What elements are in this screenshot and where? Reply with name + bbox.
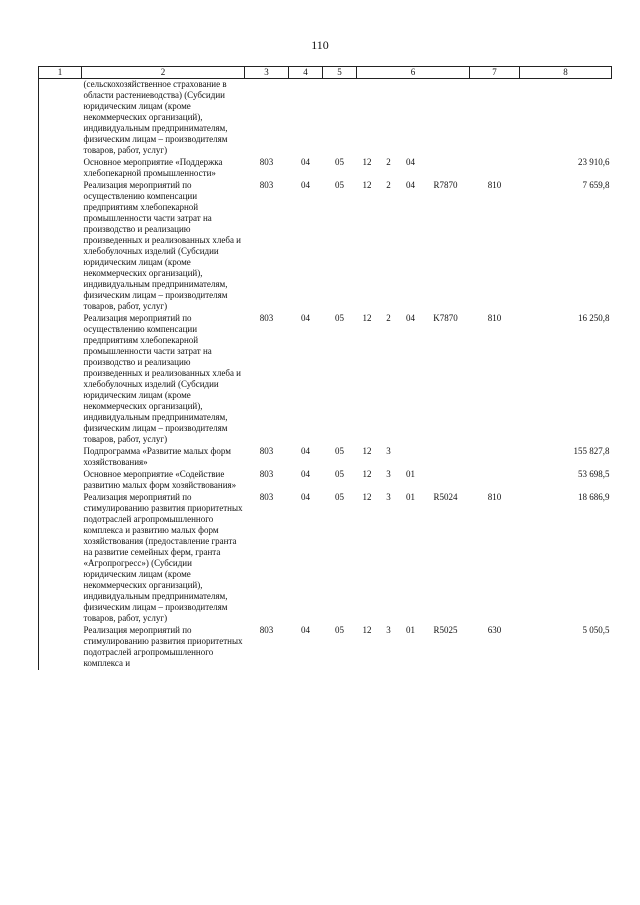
grbs-code-cell: 803 xyxy=(259,469,274,479)
section-cell: 04 xyxy=(301,469,310,479)
header-col-7: 7 xyxy=(470,67,520,79)
table-row xyxy=(39,313,612,446)
header-row xyxy=(39,67,612,79)
grbs-code-cell: 803 xyxy=(259,446,274,456)
program-code-cell: 12 xyxy=(362,625,372,635)
subprogram-code-cell xyxy=(378,79,400,158)
item-name-cell: Реализация мероприятий по осуществлению компенсации предприятиям хлебопекарной промышленности части затрат на производство и реализацию произведенных и реализованных хлеба и хлебобулочных изделий (Субсидии юридическим лицам (кроме некоммерческих организаций), индивидуальным предпринимателям, физическим лицам – производителям товаров, работ, услуг) xyxy=(83,180,241,311)
table-row xyxy=(39,446,612,469)
amount-cell: 16 250,8 xyxy=(578,313,610,323)
amount-cell: 5 050,5 xyxy=(582,625,610,635)
expense-type-cell xyxy=(470,157,520,180)
program-code-cell: 12 xyxy=(362,469,372,479)
section-cell xyxy=(289,79,323,158)
amount-cell xyxy=(520,79,612,158)
program-code-cell xyxy=(357,79,378,158)
subprogram-code-cell: 3 xyxy=(386,469,391,479)
row-number-cell xyxy=(39,492,82,625)
table-row xyxy=(39,625,612,670)
header-col-5: 5 xyxy=(323,67,357,79)
budget-table xyxy=(38,66,612,670)
subprogram-code-cell: 2 xyxy=(386,157,391,167)
amount-cell: 23 910,6 xyxy=(578,157,610,167)
item-name-cell: Реализация мероприятий по стимулированию развития приоритетных подотраслей агропромышленного комплекса и xyxy=(83,625,243,668)
amount-cell: 53 698,5 xyxy=(578,469,610,479)
subsection-cell xyxy=(323,79,357,158)
grbs-code-cell: 803 xyxy=(259,157,274,167)
grbs-code-cell: 803 xyxy=(259,492,274,502)
program-code-cell: 12 xyxy=(362,157,372,167)
item-name-cell: Реализация мероприятий по стимулированию развития приоритетных подотраслей агропромышленного комплекса и развитию малых форм хозяйствования (предоставление гранта на развитие семейных ферм, гранта «Агропрогресс») (Субсидии юридическим лицам (кроме некоммерческих организаций), индивидуальным предпринимателям, физическим лицам – производителям товаров, работ, услуг) xyxy=(83,492,243,623)
subprogram-code-cell: 2 xyxy=(386,313,391,323)
event-code-cell: 04 xyxy=(406,313,415,323)
section-cell: 04 xyxy=(301,313,310,323)
subsection-cell: 05 xyxy=(335,469,344,479)
amount-cell: 18 686,9 xyxy=(578,492,610,502)
item-name-cell: Основное мероприятие «Поддержка хлебопекарной промышленности» xyxy=(83,157,223,178)
subsection-cell: 05 xyxy=(335,180,344,190)
amount-cell: 155 827,8 xyxy=(573,446,610,456)
subsection-cell: 05 xyxy=(335,313,344,323)
section-cell: 04 xyxy=(301,180,310,190)
direction-code-cell xyxy=(422,79,470,158)
header-col-2: 2 xyxy=(82,67,245,79)
header-col-4: 4 xyxy=(289,67,323,79)
header-col-3: 3 xyxy=(245,67,289,79)
event-code-cell: 01 xyxy=(406,625,415,635)
direction-code-cell: R7870 xyxy=(433,180,458,190)
direction-code-cell xyxy=(422,446,470,469)
subsection-cell: 05 xyxy=(335,492,344,502)
row-number-cell xyxy=(39,79,82,158)
expense-type-cell xyxy=(470,446,520,469)
expense-type-cell xyxy=(470,469,520,492)
table-row xyxy=(39,157,612,180)
subprogram-code-cell: 3 xyxy=(386,625,391,635)
event-code-cell: 01 xyxy=(406,492,415,502)
event-code-cell: 01 xyxy=(406,469,415,479)
header-col-6: 6 xyxy=(357,67,470,79)
item-name-cell: (сельскохозяйственное страхование в области растениеводства) (Субсидии юридическим лицам (кроме некоммерческих организаций), индивидуальным предпринимателям, физическим лицам – производителям товаров, работ, услуг) xyxy=(83,79,228,155)
grbs-code-cell: 803 xyxy=(259,313,274,323)
table-row xyxy=(39,492,612,625)
expense-type-cell: 810 xyxy=(487,180,502,190)
subsection-cell: 05 xyxy=(335,157,344,167)
grbs-code-cell: 803 xyxy=(259,180,274,190)
direction-code-cell: K7870 xyxy=(433,313,458,323)
subprogram-code-cell: 2 xyxy=(386,180,391,190)
subprogram-code-cell: 3 xyxy=(386,492,391,502)
section-cell: 04 xyxy=(301,625,310,635)
subsection-cell: 05 xyxy=(335,625,344,635)
row-number-cell xyxy=(39,313,82,446)
row-number-cell xyxy=(39,446,82,469)
item-name-cell: Подпрограмма «Развитие малых форм хозяйствования» xyxy=(83,446,231,467)
header-col-8: 8 xyxy=(520,67,612,79)
amount-cell: 7 659,8 xyxy=(582,180,610,190)
section-cell: 04 xyxy=(301,492,310,502)
direction-code-cell xyxy=(422,469,470,492)
item-name-cell: Основное мероприятие «Содействие развитию малых форм хозяйствования» xyxy=(83,469,237,490)
table-body xyxy=(39,79,612,671)
section-cell: 04 xyxy=(301,446,310,456)
section-cell: 04 xyxy=(301,157,310,167)
direction-code-cell: R5025 xyxy=(433,625,458,635)
event-code-cell: 04 xyxy=(406,180,415,190)
subprogram-code-cell: 3 xyxy=(386,446,391,456)
item-name-cell: Реализация мероприятий по осуществлению компенсации предприятиям хлебопекарной промышленности части затрат на производство и реализацию произведенных и реализованных хлеба и хлебобулочных изделий (Субсидии юридическим лицам (кроме некоммерческих организаций), индивидуальным предпринимателям, физическим лицам – производителям товаров, работ, услуг) xyxy=(83,313,241,444)
grbs-code-cell xyxy=(245,79,289,158)
grbs-code-cell: 803 xyxy=(259,625,274,635)
event-code-cell: 04 xyxy=(406,157,415,167)
event-code-cell xyxy=(400,79,422,158)
row-number-cell xyxy=(39,625,82,670)
row-number-cell xyxy=(39,180,82,313)
program-code-cell: 12 xyxy=(362,446,372,456)
event-code-cell xyxy=(400,446,422,469)
row-number-cell xyxy=(39,469,82,492)
page-number: 110 xyxy=(311,38,329,52)
direction-code-cell xyxy=(422,157,470,180)
program-code-cell: 12 xyxy=(362,313,372,323)
program-code-cell: 12 xyxy=(362,180,372,190)
program-code-cell: 12 xyxy=(362,492,372,502)
table-row xyxy=(39,469,612,492)
table-row xyxy=(39,79,612,158)
subsection-cell: 05 xyxy=(335,446,344,456)
direction-code-cell: R5024 xyxy=(433,492,458,502)
header-col-1: 1 xyxy=(39,67,82,79)
table-row xyxy=(39,180,612,313)
expense-type-cell: 810 xyxy=(487,313,502,323)
expense-type-cell: 630 xyxy=(487,625,502,635)
row-number-cell xyxy=(39,157,82,180)
expense-type-cell xyxy=(470,79,520,158)
expense-type-cell: 810 xyxy=(487,492,502,502)
